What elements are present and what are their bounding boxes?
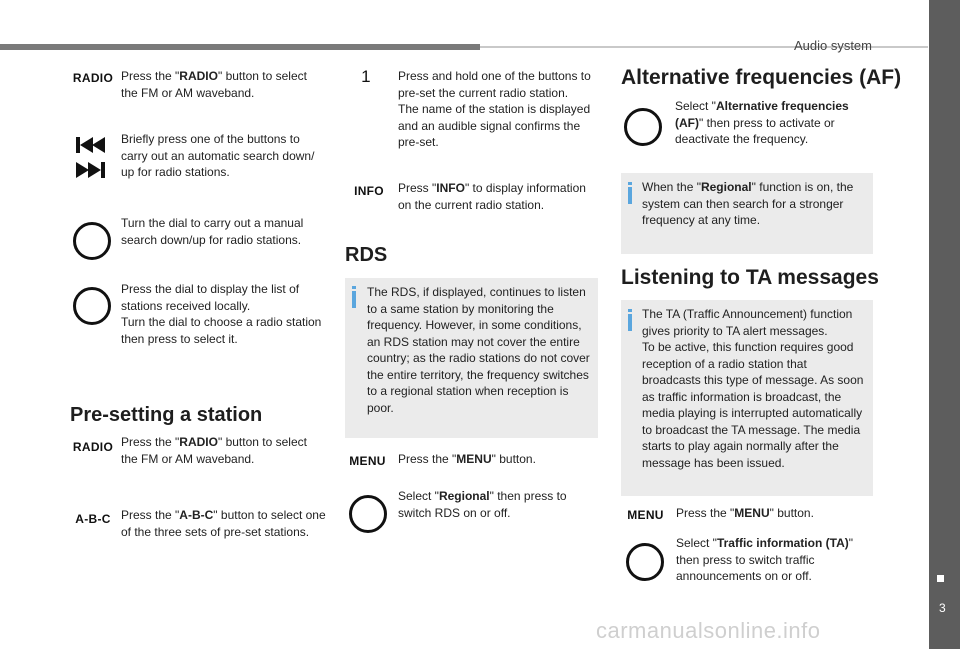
radio-button-label: RADIO	[72, 440, 114, 454]
radio-button-label: RADIO	[72, 71, 114, 85]
preset-heading: Pre-setting a station	[70, 404, 263, 426]
dial-icon	[626, 543, 664, 581]
ta-menu-instruction: Press the "MENU" button.	[676, 506, 814, 520]
header-rule	[0, 44, 480, 50]
side-bar	[929, 0, 960, 649]
af-heading: Alternative frequencies (AF)	[621, 66, 902, 89]
af-note-text: When the "Regional" function is on, the system can then search for a stronger frequency at any time.	[642, 180, 854, 227]
preset-instruction: Press and hold one of the buttons to pre-set the current radio station. The name of the station is displayed and an audible signal confirms the pre-set.	[398, 69, 591, 149]
af-info-note	[621, 173, 873, 254]
dial-icon	[349, 495, 387, 533]
dial-icon	[624, 108, 662, 146]
info-button-label: INFO	[354, 184, 384, 198]
menu-instruction: Press the "MENU" button.	[398, 452, 536, 466]
dial-icon	[73, 287, 111, 325]
section-title: Audio system	[793, 38, 872, 53]
seek-forward-icon	[76, 162, 106, 178]
radio-preset-instruction: Press the "RADIO" button to select the FM or AM waveband.	[121, 435, 307, 466]
ta-instruction: Select "Traffic information (TA)" then press to switch traffic announcements on or off.	[676, 536, 853, 583]
menu-button-label: MENU	[627, 508, 664, 522]
af-instruction: Select "Alternative frequencies (AF)" then press to activate or deactivate the frequency.	[675, 99, 849, 146]
dial-press-instruction: Press the dial to display the list of stations received locally. Turn the dial to choose a radio station then press to select it.	[121, 282, 322, 346]
menu-button-label: MENU	[349, 454, 386, 468]
rds-heading: RDS	[345, 244, 388, 266]
rds-info-note	[345, 278, 598, 438]
info-instruction: Press "INFO" to display information on the current radio station.	[398, 181, 586, 212]
preset-number-label: 1	[361, 67, 371, 86]
abc-button-label: A-B-C	[75, 512, 111, 526]
seek-back-icon	[76, 137, 106, 153]
watermark: carmanualsonline.info	[596, 618, 821, 643]
rds-note-text: The RDS, if displayed, continues to listen to a same station by monitoring the frequency. However, in some conditions, an RDS station may not cover the entire country; as the radio stations do not cover the entire territory, the frequency switches to a regional station when reception is poor.	[367, 285, 590, 415]
ta-note-text: The TA (Traffic Announcement) function gives priority to TA alert messages. To be active, this function requires good reception of a radio station that broadcasts this type of message. As soon as traffic information is broadcast, the media playing is interrupted automatically to broadcast the TA message. The media starts to play again normally after the message has been issued.	[642, 307, 864, 470]
abc-instruction: Press the "A-B-C" button to select one of the three sets of pre-set stations.	[121, 508, 326, 539]
radio-instruction: Press the "RADIO" button to select the FM or AM waveband.	[121, 69, 307, 100]
ta-heading: Listening to TA messages	[621, 266, 879, 289]
side-marker	[937, 575, 944, 582]
page-number: 3	[939, 601, 946, 615]
dial-turn-instruction: Turn the dial to carry out a manual search down/up for radio stations.	[121, 216, 304, 247]
ta-info-note	[621, 300, 873, 496]
seek-instruction: Briefly press one of the buttons to carry out an automatic search down/ up for radio stations.	[121, 132, 315, 179]
dial-icon	[73, 222, 111, 260]
regional-instruction: Select "Regional" then press to switch RDS on or off.	[398, 489, 567, 520]
